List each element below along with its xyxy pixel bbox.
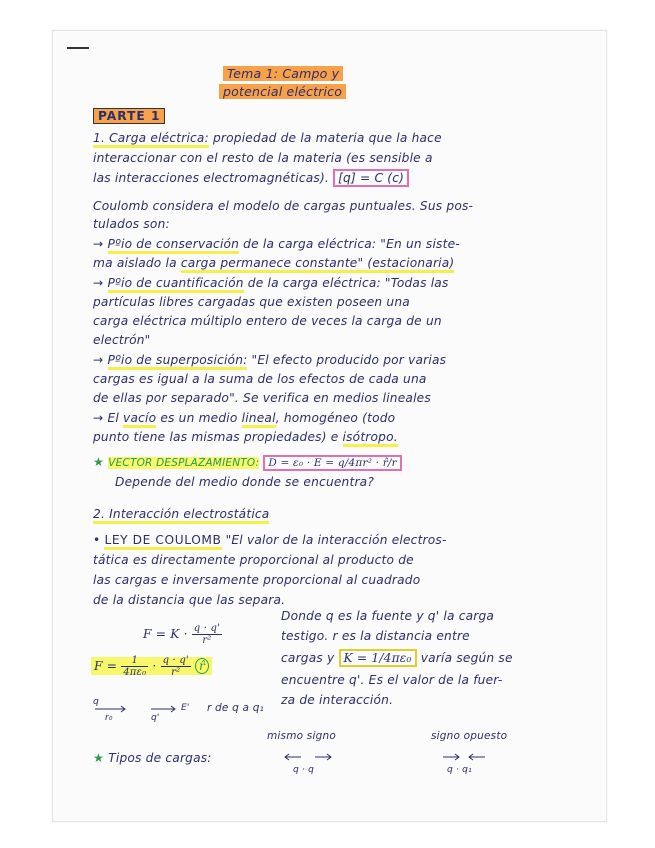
title-line-1: Tema 1: Campo y (223, 65, 343, 83)
section-1-line-3: las interacciones electromagnéticas). [q] = C (c) (93, 169, 409, 187)
principle-conservation-line-2: ma aislado la carga permanece constante" (estacionaria) (93, 254, 454, 272)
star-icon: ★ (93, 455, 105, 469)
principle-superposition-line-3: de ellas por separado". Se verifica en medios lineales (93, 391, 431, 405)
diagram-r0: r₀ (105, 713, 113, 723)
coulomb-law-line-1: • LEY DE COULOMB "El valor de la interacción electros- (93, 531, 447, 549)
coulomb-line-2: tulados son: (93, 217, 170, 231)
principle-superposition: → Pºio de superposición: "El efecto producido por varias (93, 351, 446, 369)
vacuum-line-1: → El vacío es un medio lineal, homogéneo (todo (93, 409, 395, 427)
diagram-q: q (93, 697, 99, 707)
part-label: PARTE 1 (93, 107, 165, 125)
coulomb-scalar-formula: F = K · $\frac{q \cdot q'}{\text{r²}}$ (143, 623, 221, 646)
principle-quantization: → Pºio de cuantificación de la carga eléctrica: "Todas las (93, 274, 449, 292)
charge-unit-box: [q] = C (c) (333, 169, 409, 187)
diagram-E: E' (181, 703, 190, 713)
explanation-line-5: za de interacción. (281, 693, 394, 707)
same-sign-label: mismo signo (267, 730, 336, 742)
notebook-page (52, 30, 607, 822)
displacement-vector-label: VECTOR DESPLAZAMIENTO: (108, 457, 260, 469)
principle-quantization-line-3: carga eléctrica múltiplo entero de veces la carga de un (93, 314, 442, 328)
coulomb-vector-formula: F = $\frac{1}{\text{4πε₀}}$ · $\frac{q \cdot q'}{\text{r²}}$ r̂ (91, 655, 212, 678)
section-1-line-1: 1. Carga eléctrica: propiedad de la materia que la hace (93, 129, 442, 147)
coulomb-law-line-2: tática es directamente proporcional al producto de (93, 553, 414, 567)
section-1-line-2: interaccionar con el resto de la materia (es sensible a (93, 151, 433, 165)
same-sign-diagram (281, 749, 341, 777)
displacement-vector-line (93, 453, 402, 472)
diagram-qprime: q' (151, 713, 160, 723)
opposite-sign-label: signo opuesto (431, 730, 508, 742)
explanation-line-1: Donde q es la fuente y q' la carga (281, 609, 495, 623)
explanation-line-4: encuentre q'. Es el valor de la fuer- (281, 673, 503, 687)
opposite-sign-charges: q · q₁ (447, 765, 472, 775)
opposite-sign-diagram (437, 749, 497, 777)
charge-vector-diagram (91, 695, 281, 725)
corner-mark (67, 47, 89, 49)
section-1-heading: 1. Carga eléctrica: (93, 131, 209, 148)
unit-vector-circle: r̂ (195, 658, 209, 674)
coulomb-law-line-4: de la distancia que las separa. (93, 593, 286, 607)
section-2-heading: 2. Interacción electrostática (93, 505, 269, 523)
coulomb-law-label: LEY DE COULOMB (104, 533, 221, 550)
coulomb-law-line-3: las cargas e inversamente proporcional al cuadrado (93, 573, 421, 587)
k-constant-box: K = 1/4πε₀ (339, 649, 417, 667)
diagram-caption: r de q a q₁ (207, 702, 264, 714)
star-icon: ★ (93, 751, 105, 765)
explanation-line-3: cargas y K = 1/4πε₀ varía según se (281, 651, 513, 665)
principle-conservation: → Pºio de conservación de la carga eléctrica: "En un siste- (93, 235, 460, 253)
principle-superposition-line-2: cargas es igual a la suma de los efectos de cada una (93, 372, 427, 386)
same-sign-charges: q · q (293, 765, 315, 775)
principle-quantization-line-4: electrón" (93, 333, 151, 347)
explanation-line-2: testigo. r es la distancia entre (281, 629, 470, 643)
title-line-2: potencial eléctrico (219, 83, 346, 101)
displacement-vector-formula: D = ε₀ · E = q/4πr² · r̂/r (263, 455, 402, 471)
principle-quantization-line-2: partículas libres cargadas que existen poseen una (93, 295, 410, 309)
charge-types-line: ★ Tipos de cargas: (93, 751, 212, 765)
vacuum-line-2: punto tiene las mismas propiedades) e isótropo. (93, 428, 398, 446)
displacement-vector-note: Depende del medio donde se encuentra? (115, 475, 375, 489)
coulomb-line-1: Coulomb considera el modelo de cargas puntuales. Sus pos- (93, 199, 474, 213)
